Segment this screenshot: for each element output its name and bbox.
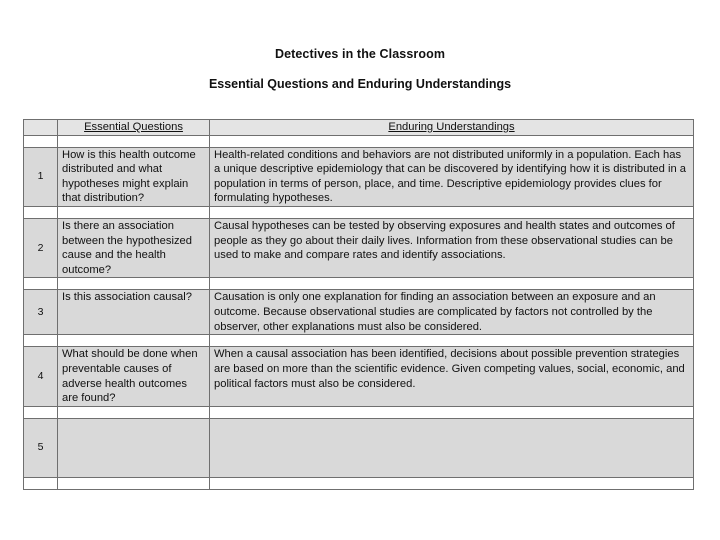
row-number: 2 — [24, 218, 58, 277]
row-number: 1 — [24, 147, 58, 206]
spacer-row — [24, 335, 694, 347]
enduring-understanding-cell: When a causal association has been identified, decisions about possible prevention strategies are based on more than the scientific evidence. Given competing values, social, economic, and political factors must also be considered. — [210, 347, 694, 406]
row-number: 4 — [24, 347, 58, 406]
table-header-row — [24, 120, 694, 136]
spacer-row — [24, 477, 694, 489]
table-row — [24, 147, 694, 206]
table-row — [24, 418, 694, 477]
header-understandings-label: Enduring Understandings — [388, 121, 515, 133]
table-row — [24, 290, 694, 335]
enduring-understanding-cell: Health-related conditions and behaviors are not distributed uniformly in a population. Each has a unique descriptive epidemiology that can be discovered by identifying how it is distributed in a population in terms of person, place, and time. Descriptive epidemiology provides clues for formulating hypotheses. — [210, 147, 694, 206]
document-subtitle: Essential Questions and Enduring Understandings — [208, 77, 512, 91]
spacer-row — [24, 406, 694, 418]
header-understandings-cell — [210, 120, 694, 136]
questions-table — [23, 119, 694, 490]
header-questions-cell — [58, 120, 210, 136]
table-row — [24, 347, 694, 406]
header-questions-label: Essential Questions — [84, 121, 183, 133]
enduring-understanding-cell: Causal hypotheses can be tested by observing exposures and health states and outcomes of people as they go about their daily lives. Information from these observational studies can be used to make and compare rates and identify associations. — [210, 218, 694, 277]
row-number: 5 — [24, 418, 58, 477]
spacer-row — [24, 278, 694, 290]
document-title: Detectives in the Classroom — [274, 47, 446, 61]
essential-question-cell: Is this association causal? — [58, 290, 210, 335]
table-row — [24, 218, 694, 277]
spacer-row — [24, 206, 694, 218]
essential-question-cell: Is there an association between the hypothesized cause and the health outcome? — [58, 218, 210, 277]
enduring-understanding-cell: Causation is only one explanation for finding an association between an exposure and an outcome. Because observational studies are complicated by factors not controlled by the observer, other explanations must also be considered. — [210, 290, 694, 335]
essential-question-cell: What should be done when preventable causes of adverse health outcomes are found? — [58, 347, 210, 406]
spacer-row — [24, 135, 694, 147]
row-number: 3 — [24, 290, 58, 335]
enduring-understanding-cell — [210, 418, 694, 477]
essential-question-cell — [58, 418, 210, 477]
essential-question-cell: How is this health outcome distributed and what hypotheses might explain that distribution? — [58, 147, 210, 206]
header-number-cell — [24, 120, 58, 136]
